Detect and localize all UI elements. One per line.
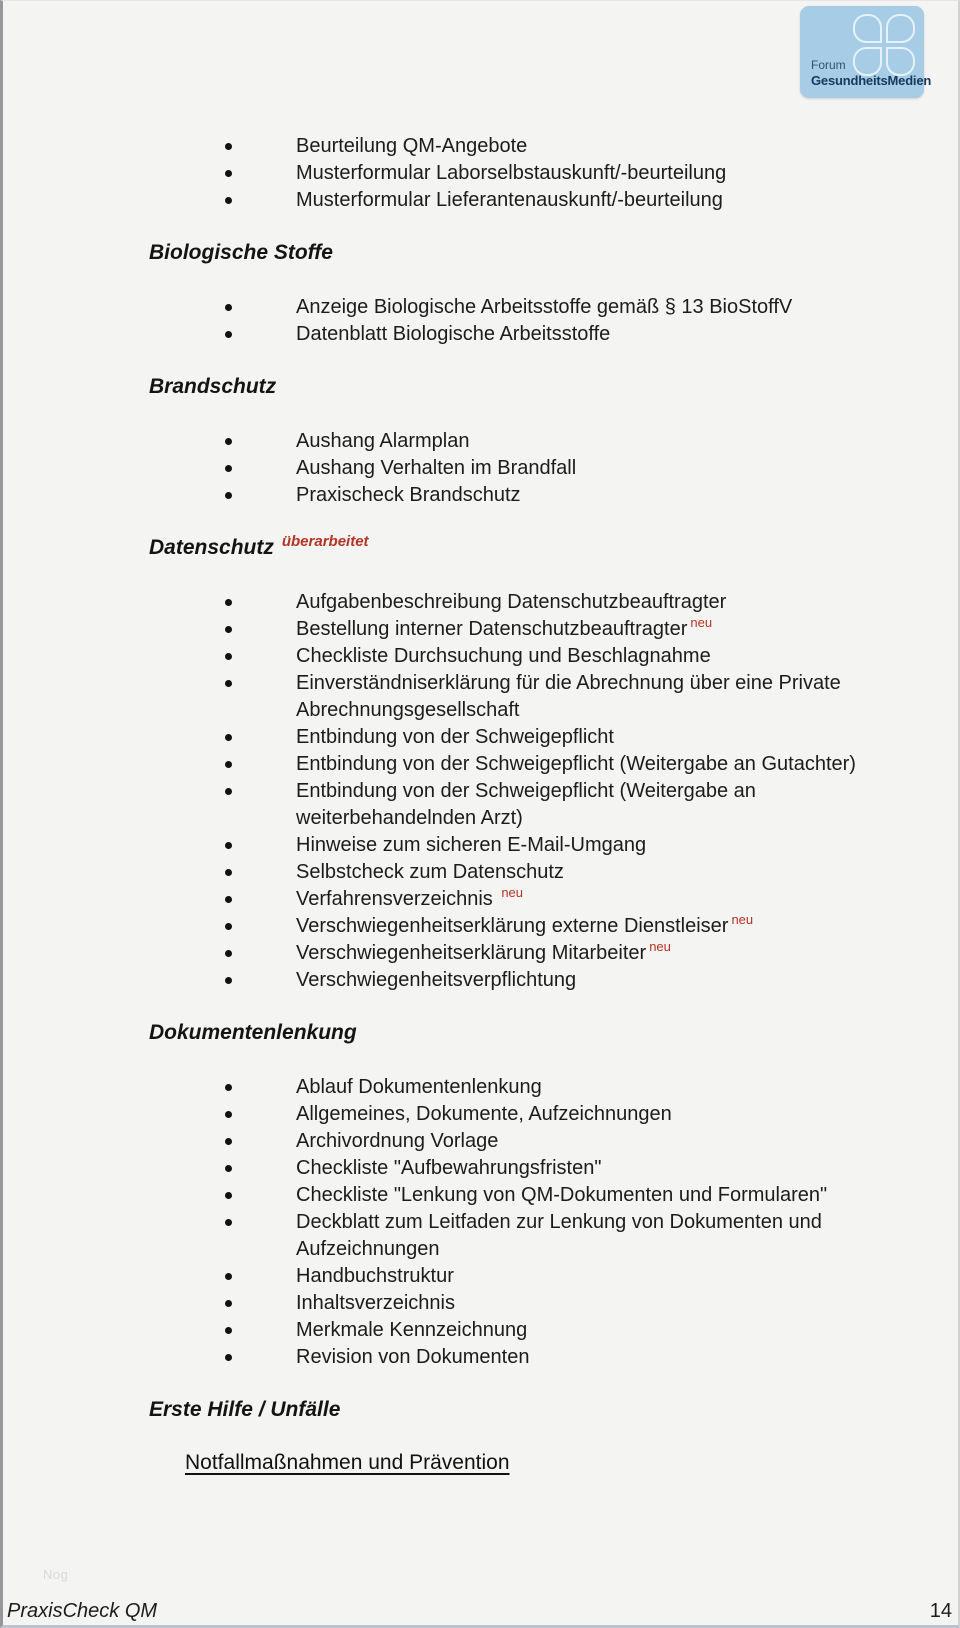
list-item <box>225 778 958 832</box>
list-item-label: Aushang Verhalten im Brandfall <box>296 457 577 479</box>
bullet-icon <box>225 133 296 160</box>
list-item <box>225 1344 958 1371</box>
list-item-label <box>296 940 671 967</box>
section-heading-text: Dokumentenlenkung <box>149 1021 357 1044</box>
list-item <box>225 482 958 509</box>
section-heading-text: Biologische Stoffe <box>149 241 333 264</box>
section-heading-biologische-stoffe <box>149 239 958 266</box>
new-badge: neu <box>501 885 524 901</box>
bullet-icon <box>225 1182 296 1209</box>
list-item <box>225 294 958 321</box>
section-list-biologische-stoffe <box>149 294 958 348</box>
bullet-icon <box>225 1290 296 1317</box>
revised-badge: überarbeitet <box>281 533 369 550</box>
section-heading-datenschutz <box>149 534 958 561</box>
list-item-label: Checkliste "Aufbewahrungsfristen" <box>296 1157 602 1179</box>
list-item <box>225 670 958 724</box>
bullet-icon <box>225 160 296 187</box>
bullet-icon <box>225 670 296 697</box>
list-item <box>225 455 958 482</box>
bullet-icon <box>225 1317 296 1344</box>
bullet-icon <box>225 1263 296 1290</box>
list-item-label: Anzeige Biologische Arbeitsstoffe gemäß § 13 BioStoffV <box>296 296 793 318</box>
list-item-label: Merkmale Kennzeichnung <box>296 1319 528 1341</box>
list-item-label: Verschwiegenheitsverpflichtung <box>296 969 577 991</box>
list-item <box>225 1074 958 1101</box>
list-item <box>225 859 958 886</box>
bullet-icon <box>225 428 296 455</box>
bullet-icon <box>225 913 296 940</box>
list-item-text: Bestellung interner Datenschutzbeauftragter <box>296 618 688 640</box>
bullet-icon <box>225 940 296 967</box>
section-list-brandschutz <box>149 428 958 509</box>
list-item-label: Entbindung von der Schweigepflicht <box>296 726 614 748</box>
section-heading-text: Erste Hilfe / Unfälle <box>149 1398 341 1421</box>
intro-list <box>149 133 958 214</box>
section-list-datenschutz <box>149 589 958 994</box>
bullet-icon <box>225 751 296 778</box>
list-item-label <box>296 913 753 940</box>
logo-line1: Forum <box>811 57 846 72</box>
list-item <box>225 967 958 994</box>
bullet-icon <box>225 589 296 616</box>
section-heading-dokumentenlenkung <box>149 1019 958 1046</box>
forum-gesundheitsmedien-logo <box>800 6 932 98</box>
bullet-icon <box>225 967 296 994</box>
bullet-icon <box>225 187 296 214</box>
bullet-icon <box>225 1209 296 1236</box>
bullet-icon <box>225 1155 296 1182</box>
section-heading-erste-hilfe <box>149 1396 958 1423</box>
list-item <box>225 1182 958 1209</box>
list-item <box>225 886 958 913</box>
list-item <box>225 133 958 160</box>
list-item <box>225 589 958 616</box>
list-item-label: Einverständniserklärung für die Abrechnung über eine Private Abrechnungsgesellschaft <box>296 672 841 721</box>
bullet-icon <box>225 321 296 348</box>
list-item <box>225 724 958 751</box>
list-item <box>225 940 958 967</box>
list-item-label: Aushang Alarmplan <box>296 430 470 452</box>
list-item-text: Verschwiegenheitserklärung Mitarbeiter <box>296 942 647 964</box>
bullet-icon <box>225 778 296 805</box>
list-item <box>225 643 958 670</box>
list-item <box>225 1209 958 1263</box>
list-item-label: Aufgabenbeschreibung Datenschutzbeauftragter <box>296 591 727 613</box>
list-item-label: Selbstcheck zum Datenschutz <box>296 861 564 883</box>
list-item-label: Entbindung von der Schweigepflicht (Weitergabe an weiterbehandelnden Arzt) <box>296 780 756 829</box>
list-item-label: Inhaltsverzeichnis <box>296 1292 455 1314</box>
bullet-icon <box>225 643 296 670</box>
list-item-label <box>296 886 523 913</box>
list-item-text: Verfahrensverzeichnis <box>296 888 499 910</box>
bullet-icon <box>225 1074 296 1101</box>
list-item <box>225 832 958 859</box>
section-list-dokumentenlenkung <box>149 1074 958 1371</box>
list-item <box>225 616 958 643</box>
bullet-icon <box>225 724 296 751</box>
list-item <box>225 1155 958 1182</box>
list-item-label: Datenblatt Biologische Arbeitsstoffe <box>296 323 611 345</box>
new-badge: neu <box>731 912 754 928</box>
list-item-label <box>296 616 712 643</box>
list-item-label: Archivordnung Vorlage <box>296 1130 499 1152</box>
list-item-label: Musterformular Lieferantenauskunft/-beurteilung <box>296 189 723 211</box>
list-item-label: Deckblatt zum Leitfaden zur Lenkung von Dokumenten und Aufzeichnungen <box>296 1211 822 1260</box>
list-item-label: Revision von Dokumenten <box>296 1346 530 1368</box>
bullet-icon <box>225 1344 296 1371</box>
underlined-subheading: Notfallmaßnahmen und Prävention <box>185 1451 510 1474</box>
list-item-label: Entbindung von der Schweigepflicht (Weitergabe an Gutachter) <box>296 753 856 775</box>
section-heading-brandschutz <box>149 373 958 400</box>
bullet-icon <box>225 886 296 913</box>
list-item <box>225 1128 958 1155</box>
list-item-label: Hinweise zum sicheren E-Mail-Umgang <box>296 834 647 856</box>
list-item <box>225 1290 958 1317</box>
list-item-text: Verschwiegenheitserklärung externe Dienstleiser <box>296 915 729 937</box>
petal-icon <box>853 14 882 43</box>
page-footer <box>7 1600 952 1623</box>
list-item-label: Ablauf Dokumentenlenkung <box>296 1076 542 1098</box>
bullet-icon <box>225 482 296 509</box>
bullet-icon <box>225 1128 296 1155</box>
bullet-icon <box>225 832 296 859</box>
bullet-icon <box>225 616 296 643</box>
section-heading-text: Brandschutz <box>149 375 277 398</box>
list-item <box>225 913 958 940</box>
list-item-label: Beurteilung QM-Angebote <box>296 135 528 157</box>
list-item <box>225 751 958 778</box>
petal-icon <box>886 14 915 43</box>
list-item <box>225 428 958 455</box>
faint-watermark-text: Nog <box>43 1567 69 1582</box>
list-item-label: Musterformular Laborselbstauskunft/-beurteilung <box>296 162 727 184</box>
document-content <box>3 1 958 1477</box>
list-item <box>225 1101 958 1128</box>
section-heading-text: Datenschutz <box>149 536 274 559</box>
list-item <box>225 321 958 348</box>
page-number: 14 <box>929 1600 952 1622</box>
list-item <box>225 187 958 214</box>
bullet-icon <box>225 859 296 886</box>
logo-line2: GesundheitsMedien <box>811 72 932 88</box>
list-item-label: Checkliste "Lenkung von QM-Dokumenten und Formularen" <box>296 1184 828 1206</box>
list-item-label: Praxischeck Brandschutz <box>296 484 521 506</box>
new-badge: neu <box>690 615 713 631</box>
new-badge: neu <box>649 939 671 955</box>
logo-text <box>811 58 931 89</box>
bullet-icon <box>225 1101 296 1128</box>
list-item-label: Checkliste Durchsuchung und Beschlagnahme <box>296 645 711 667</box>
footer-doc-title: PraxisCheck QM <box>7 1600 158 1622</box>
list-item <box>225 1263 958 1290</box>
bullet-icon <box>225 455 296 482</box>
list-item-label: Allgemeines, Dokumente, Aufzeichnungen <box>296 1103 672 1125</box>
list-item-label: Handbuchstruktur <box>296 1265 454 1287</box>
list-item <box>225 1317 958 1344</box>
bullet-icon <box>225 294 296 321</box>
list-item <box>225 160 958 187</box>
